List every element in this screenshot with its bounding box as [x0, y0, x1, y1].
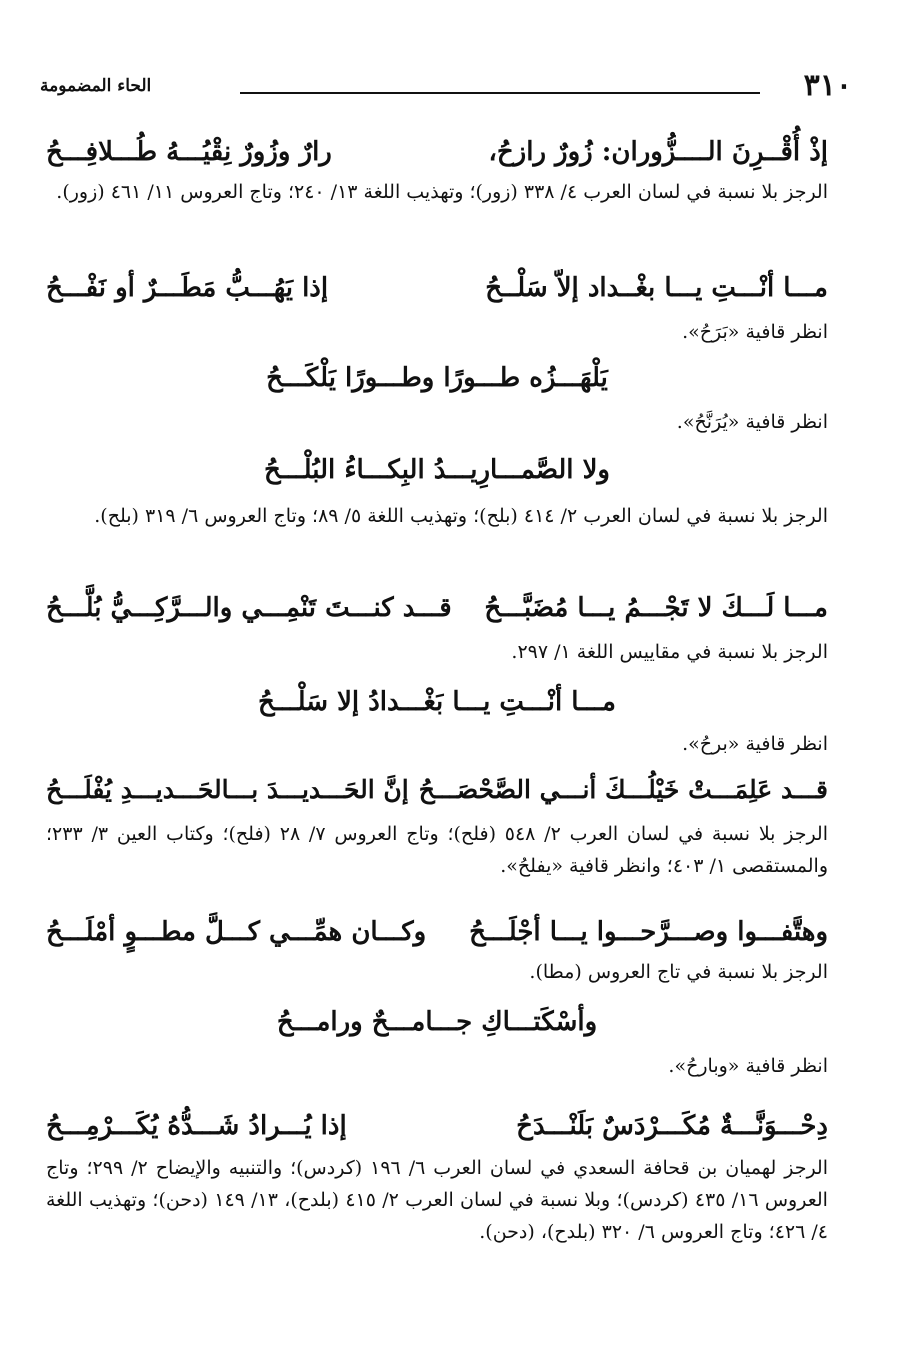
hemistich-second: وكـــان همِّـــي كـــلَّ مطـــوٍ أمْلَـــحُ — [46, 917, 427, 947]
hemistich-second: إنَّ الحَـــديـــدَ بـــالحَـــديـــدِ يُفْلَـــحُ — [46, 775, 409, 804]
verse-couplet — [46, 130, 828, 174]
verse-single — [46, 1000, 828, 1044]
citation-note: انظر قافية «وبارحُ». — [668, 1055, 828, 1077]
hemistich-second: رارٌ وزُورٌ نِقْيُـــهُ طُـــلافِـــحُ — [46, 137, 332, 167]
verse-line: يَلْهَـــزُه طـــورًا وطـــورًا يَلْكَـــحُ — [266, 363, 608, 393]
citation-note: الرجز بلا نسبة في مقاييس اللغة ١/ ٢٩٧. — [511, 641, 828, 663]
citation-note: الرجز بلا نسبة في لسان العرب ٢/ ٥٤٨ (فلح)؛ وتاج العروس ٧/ ٢٨ (فلح)؛ وكتاب العين ٣/ ٢٣٣؛ والمستقصى ١/ ٤٠٣؛ وانظر قافية «يفلحُ». — [46, 823, 828, 877]
citation-note: الرجز بلا نسبة في لسان العرب ٤/ ٣٣٨ (زور)؛ وتهذيب اللغة ١٣/ ٢٤٠؛ وتاج العروس ١١/ ٤٦١ (زور). — [56, 181, 828, 203]
page-number: ٣١٠ — [803, 68, 852, 103]
verse-couplet — [46, 266, 828, 310]
citation-note: انظر قافية «برحُ». — [682, 733, 828, 755]
citation-note: الرجز لهميان بن قحافة السعدي في لسان العرب ٦/ ١٩٦ (كردس)؛ والتنبيه والإيضاح ٢/ ٢٩٩؛ وتاج العروس ١٦/ ٤٣٥ (كردس)؛ وبلا نسبة في لسان العرب ٢/ ٤١٥ (بلدح)، ١٣/ ١٤٩ (دحن)؛ وتهذيب اللغة ٤/ ٤٢٦؛ وتاج العروس ٦/ ٣٢٠ (بلدح)، (دحن). — [46, 1157, 829, 1243]
header-rule — [240, 92, 760, 94]
verse-couplet — [46, 910, 828, 954]
verse-line: ولا الصَّمـــارِيـــدُ البِكـــاءُ البُلْـــحُ — [264, 455, 610, 485]
verse-line: وأسْكَتـــاكِ جـــامـــحٌ ورامـــحُ — [276, 1007, 598, 1037]
hemistich-first: دِحْـــوَنَّـــةٌ مُكَـــرْدَسٌ بَلَنْـــدَحُ — [516, 1111, 828, 1141]
hemistich-second: قـــد كنـــتَ تَنْمِـــي والـــرَّكِـــيُّ بُلَّـــحُ — [46, 593, 452, 623]
citation-note: الرجز بلا نسبة في تاج العروس (مطا). — [529, 961, 828, 983]
verse-single — [46, 448, 828, 492]
page-header — [40, 68, 852, 108]
verse-couplet — [46, 768, 828, 812]
hemistich-second: إذا يُـــرادُ شَـــدُّهُ يُكَـــرْمِـــحُ — [46, 1111, 347, 1141]
hemistich-first: مـــا أنْـــتِ يـــا بغْــداد إلاّ سَلْــحُ — [485, 273, 828, 303]
verse-couplet — [46, 586, 828, 630]
hemistich-first: قـــد عَلِمَـــتْ خَيْلُـــكَ أنـــي الصَّحْصَـــحُ — [418, 775, 828, 804]
citation-note: الرجز بلا نسبة في لسان العرب ٢/ ٤١٤ (بلح)؛ وتهذيب اللغة ٥/ ٨٩؛ وتاج العروس ٦/ ٣١٩ (بلح). — [94, 505, 828, 527]
verse-single — [46, 356, 828, 400]
hemistich-first: مـــا لَـــكَ لا تَجْـــمُ يـــا مُضَبَّـــحُ — [484, 593, 828, 623]
verse-line: مـــا أنْـــتِ يـــا بَغْـــدادُ إلا سَلْـــحُ — [258, 687, 616, 717]
running-title: الحاء المضمومة — [40, 76, 152, 96]
verse-couplet — [46, 1104, 828, 1148]
citation-note: انظر قافية «يُرَنَّحُ». — [676, 411, 828, 433]
hemistich-first: وهتَّفـــوا وصـــرَّحـــوا يـــا أجْلَـــحُ — [469, 917, 828, 947]
verse-single — [46, 680, 828, 724]
hemistich-second: إذا يَهُـــبُّ مَطَـــرٌ أو نَفْـــحُ — [46, 273, 329, 303]
citation-note: انظر قافية «بَرَحُ». — [682, 321, 828, 343]
hemistich-first: إذْ أُقْــرِنَ الــــزُّوران: زُورٌ رازحُ، — [488, 137, 828, 167]
